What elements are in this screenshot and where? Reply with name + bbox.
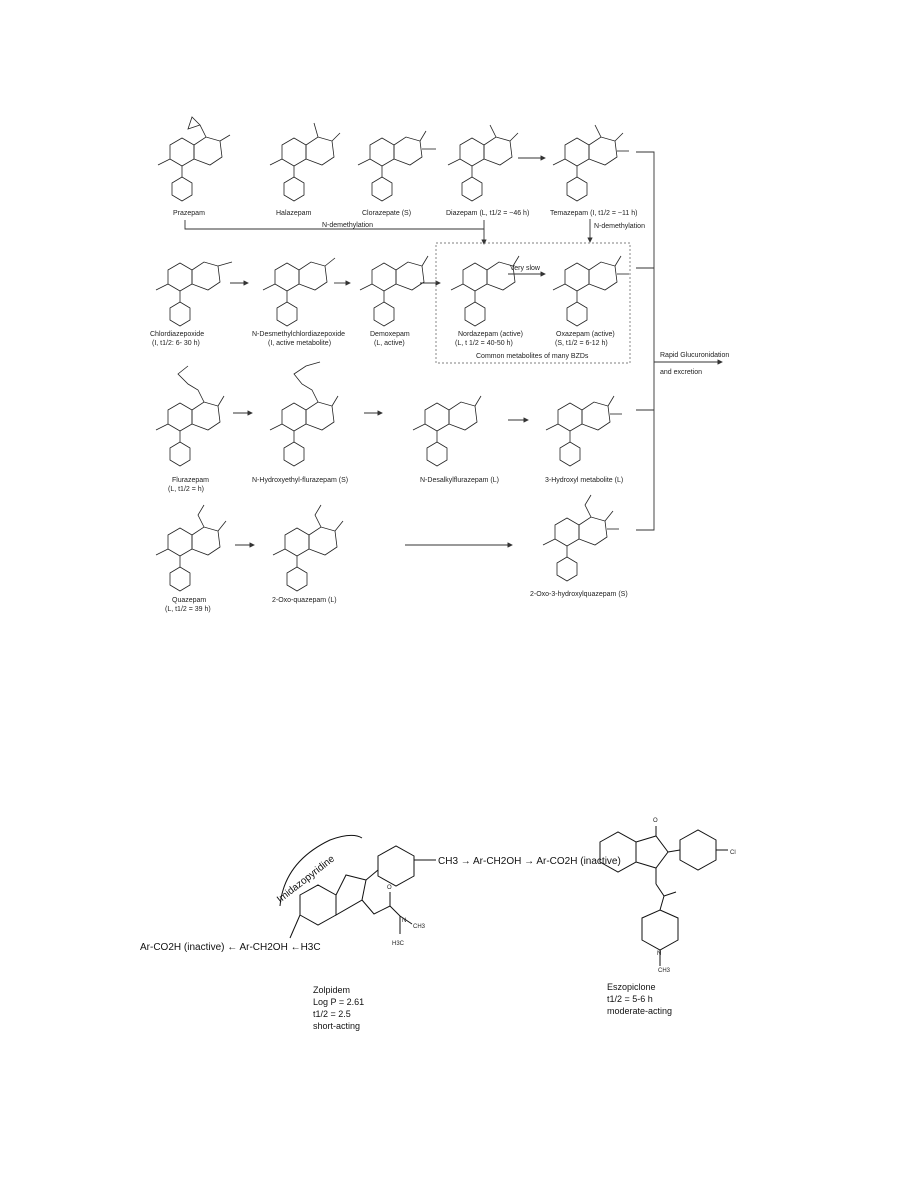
oxazepam-structure	[553, 256, 629, 326]
n-demethylation-label-2: N-demethylation	[594, 223, 645, 230]
very-slow-label: Very slow	[510, 265, 540, 272]
hydroxyl-metabolite-structure	[546, 396, 622, 466]
clorazepate-structure	[358, 131, 436, 201]
zolpidem-half-life: t1/2 = 2.5	[313, 1009, 351, 1019]
drug-label-halazepam: Halazepam	[276, 210, 312, 217]
drug-label-oxo-hydroxyquazepam: 2-Oxo-3-hydroxylquazepam (S)	[530, 591, 628, 598]
atom-o-zolpidem: O	[387, 885, 392, 891]
quazepam-structure	[156, 505, 226, 591]
drug-label-diazepam: Diazepam (L, t1/2 = ~46 h)	[446, 210, 530, 217]
glucuronidation-bracket	[636, 152, 654, 530]
atom-n-zolpidem: N	[402, 918, 407, 924]
drug-sub-demoxepam: (L, active)	[374, 340, 405, 347]
atom-h3c-zolpidem: H3C	[392, 941, 405, 947]
diazepam-structure	[448, 125, 518, 201]
rapid-glucuronidation-label: Rapid Glucuronidation	[660, 352, 730, 359]
eszopiclone-name: Eszopiclone	[607, 982, 656, 992]
drug-label-nordazepam: Nordazepam (active)	[458, 331, 523, 338]
eszopiclone-structure	[600, 826, 728, 966]
drug-label-clorazepate: Clorazepate (S)	[362, 210, 412, 217]
imidazopyridine-label: Imidazopyridine	[275, 853, 338, 906]
drug-label-demoxepam: Demoxepam	[370, 331, 410, 338]
eszopiclone-half-life: t1/2 = 5-6 h	[607, 994, 653, 1004]
n-demethylation-label-1: N-demethylation	[322, 222, 373, 229]
drug-sub-nordazepam: (L, t 1/2 = 40-50 h)	[455, 340, 513, 347]
drug-sub-oxazepam: (S, t1/2 = 6-12 h)	[555, 340, 608, 347]
flurazepam-structure	[156, 366, 224, 466]
chlordiazepoxide-structure	[156, 262, 232, 326]
oxo-quazepam-structure	[273, 505, 343, 591]
atom-cl-eszopiclone: Cl	[730, 850, 736, 856]
drug-label-desalkylflurazepam: N-Desalkylflurazepam (L)	[420, 477, 499, 484]
demoxepam-structure	[360, 256, 428, 326]
desmethylchlordiazepoxide-structure	[263, 258, 335, 326]
atom-ch3-zolpidem: CH3	[413, 924, 426, 930]
drug-sub-quazepam: (L, t1/2 = 39 h)	[165, 606, 211, 613]
atom-o-eszopiclone: O	[653, 818, 658, 824]
drug-label-oxo-quazepam: 2-Oxo-quazepam (L)	[272, 597, 337, 604]
oxo-hydroxyquazepam-structure	[543, 495, 619, 581]
drug-label-desmethylchlordiazepoxide: N-Desmethylchlordiazepoxide	[252, 331, 345, 338]
zolpidem-ch3-chain: CH3 → Ar-CH2OH → Ar-CO2H (inactive)	[438, 856, 621, 867]
drug-label-hydroxyethyl-flurazepam: N-Hydroxyethyl-flurazepam (S)	[252, 477, 349, 484]
common-metabolites-label: Common metabolites of many BZDs	[476, 353, 589, 360]
drug-label-temazepam: Temazepam (I, t1/2 = ~11 h)	[550, 210, 638, 217]
drug-label-hydroxyl-metabolite: 3-Hydroxyl metabolite (L)	[545, 477, 624, 484]
eszopiclone-acting: moderate-acting	[607, 1006, 673, 1016]
drug-label-flurazepam: Flurazepam	[172, 477, 209, 484]
drug-sub-desmethylchlordiazepoxide: (I, active metabolite)	[268, 340, 332, 347]
nordazepam-structure	[451, 256, 519, 326]
and-excretion-label: and excretion	[660, 369, 703, 376]
atom-n-eszopiclone: N	[657, 951, 662, 957]
zolpidem-left-chain: Ar-CO2H (inactive) ← Ar-CH2OH ←H3C	[140, 942, 321, 953]
zolpidem-logp: Log P = 2.61	[313, 997, 365, 1007]
drug-label-oxazepam: Oxazepam (active)	[556, 331, 615, 338]
zolpidem-acting: short-acting	[313, 1021, 361, 1031]
hydroxyethyl-flurazepam-structure	[270, 362, 338, 466]
desalkylflurazepam-structure	[413, 396, 481, 466]
drug-sub-chlordiazepoxide: (I, t1/2: 6- 30 h)	[152, 340, 200, 347]
zolpidem-name: Zolpidem	[313, 985, 351, 995]
drug-label-prazepam: Prazepam	[173, 210, 205, 217]
halazepam-structure	[270, 123, 340, 201]
prazepam-structure	[158, 117, 230, 201]
atom-ch3-eszopiclone: CH3	[658, 968, 671, 974]
temazepam-structure	[553, 125, 629, 201]
drug-sub-flurazepam: (L, t1/2 = h)	[168, 486, 204, 493]
drug-label-quazepam: Quazepam	[172, 597, 207, 604]
drug-label-chlordiazepoxide: Chlordiazepoxide	[150, 331, 205, 338]
